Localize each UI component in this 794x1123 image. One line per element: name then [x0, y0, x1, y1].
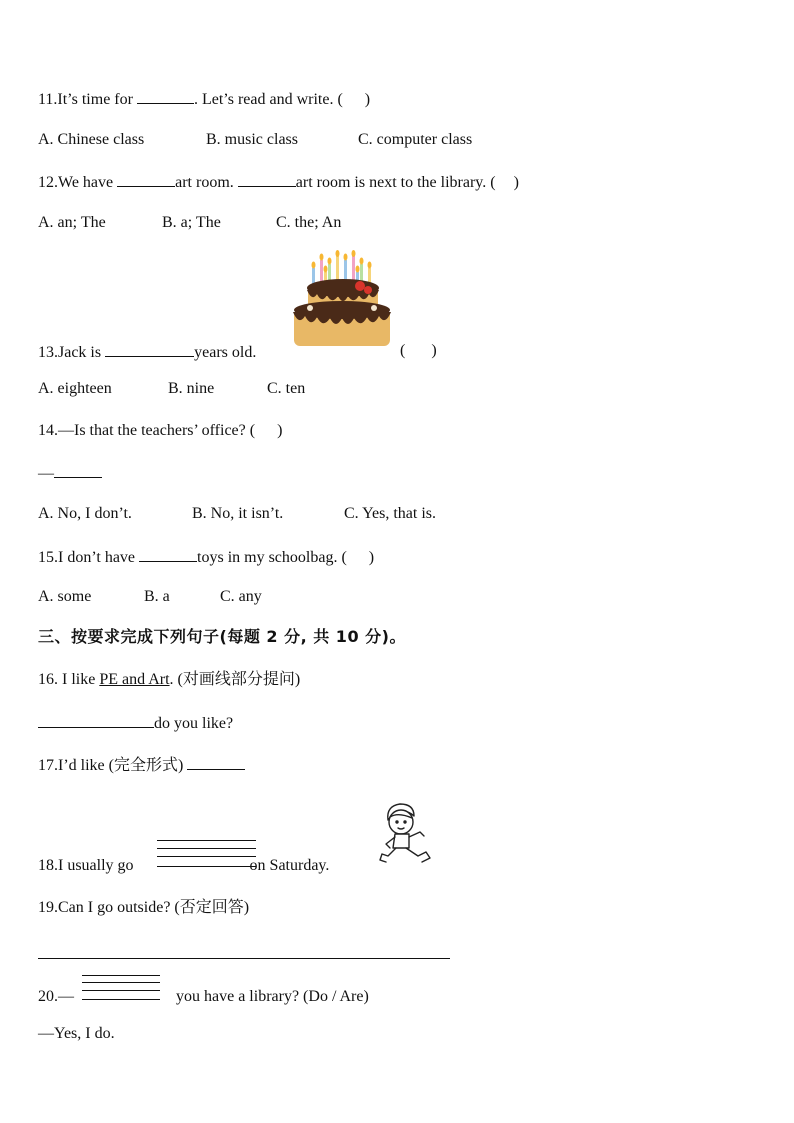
question-15: 15.I don’t have toys in my schoolbag. ( ) — [38, 546, 374, 568]
option-c[interactable]: C. Yes, that is. — [344, 505, 437, 522]
answer-blank[interactable] — [137, 88, 194, 104]
question-13: 13.Jack is years old. — [38, 341, 256, 363]
option-a[interactable]: A. some — [38, 588, 92, 605]
answer-blank[interactable] — [54, 462, 102, 478]
option-a[interactable]: A. Chinese class — [38, 131, 145, 148]
option-c[interactable]: C. computer class — [358, 131, 473, 148]
question-20-reply: —Yes, I do. — [38, 1025, 115, 1042]
question-13-bracket: ( ) — [400, 342, 437, 359]
writing-line — [157, 848, 256, 849]
writing-line — [82, 999, 160, 1000]
option-c[interactable]: C. ten — [267, 380, 306, 397]
writing-line — [82, 990, 160, 991]
option-a[interactable]: A. eighteen — [38, 380, 112, 397]
writing-line — [157, 866, 256, 867]
answer-blank[interactable] — [238, 171, 296, 187]
question-19: 19.Can I go outside? (否定回答) — [38, 899, 250, 916]
writing-line — [157, 840, 256, 841]
section-heading: 三、按要求完成下列句子(每题 2 分, 共 10 分)。 — [38, 627, 406, 646]
question-11-options — [38, 130, 472, 150]
question-15-options — [38, 587, 262, 607]
option-b[interactable]: B. music class — [206, 131, 298, 148]
question-13-options — [38, 379, 305, 399]
option-a[interactable]: A. an; The — [38, 214, 106, 231]
question-14-reply: — — [38, 462, 102, 484]
answer-blank[interactable] — [38, 712, 154, 728]
question-17: 17.I’d like (完全形式) — [38, 754, 245, 776]
underlined-phrase: PE and Art — [99, 671, 170, 688]
option-c[interactable]: C. the; An — [276, 214, 342, 231]
question-14: 14.—Is that the teachers’ office? ( ) — [38, 422, 283, 439]
option-c[interactable]: C. any — [220, 588, 262, 605]
running-boy-icon — [378, 800, 436, 870]
answer-line[interactable] — [38, 958, 450, 959]
question-18: 18.I usually go on Saturday. — [38, 857, 330, 874]
question-16: 16. I like PE and Art. (对画线部分提问) — [38, 671, 301, 688]
question-12: 12.We have art room. art room is next to the library. ( ) — [38, 171, 519, 193]
question-14-options — [38, 504, 436, 524]
writing-line — [82, 975, 160, 976]
answer-blank[interactable] — [187, 754, 245, 770]
answer-blank[interactable] — [117, 171, 175, 187]
question-20: 20.— you have a library? (Do / Are) — [38, 988, 369, 1005]
option-a[interactable]: A. No, I don’t. — [38, 505, 132, 522]
question-12-options — [38, 213, 341, 233]
option-b[interactable]: B. nine — [168, 380, 215, 397]
cake-icon — [290, 250, 394, 350]
answer-blank[interactable] — [105, 341, 194, 357]
answer-blank[interactable] — [139, 546, 197, 562]
option-b[interactable]: B. a — [144, 588, 170, 605]
question-16-answer: do you like? — [38, 712, 233, 734]
writing-line — [82, 982, 160, 983]
option-b[interactable]: B. No, it isn’t. — [192, 505, 284, 522]
writing-line — [157, 856, 256, 857]
option-b[interactable]: B. a; The — [162, 214, 221, 231]
question-11: 11.It’s time for . Let’s read and write. ( ) — [38, 88, 370, 110]
